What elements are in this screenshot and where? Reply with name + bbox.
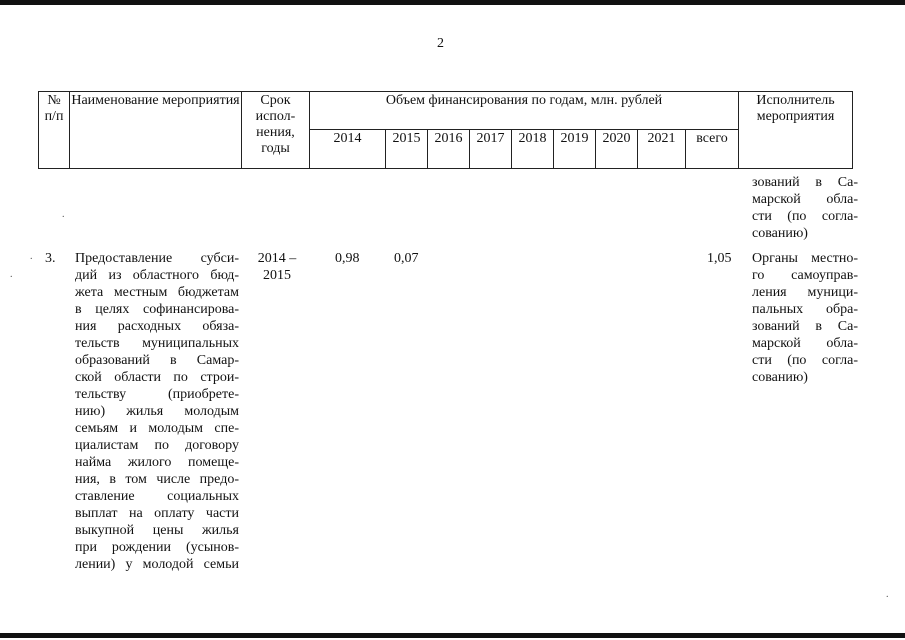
- text-line: тельству (приобрете-: [75, 387, 239, 402]
- text-line: 2014 –: [257, 251, 297, 266]
- value-2014: 0,98: [335, 251, 360, 266]
- text-line: семьям и молодым спе-: [75, 421, 239, 436]
- text-line: сованию): [752, 226, 808, 241]
- text-line: нию) жилья молодым: [75, 404, 239, 419]
- text-line: сти (по согла-: [752, 353, 858, 368]
- text-line: ния расходных обяза-: [75, 319, 239, 334]
- executor: [752, 250, 858, 386]
- header-table: [38, 91, 853, 169]
- text-line: 2015: [263, 268, 291, 283]
- header-total: всего: [686, 130, 739, 169]
- page-number: 2: [437, 36, 444, 51]
- text-line: Органы местно-: [752, 251, 858, 266]
- text-line: ской области по строи-: [75, 370, 239, 385]
- text-line: зований в Са-: [752, 319, 858, 334]
- text-line: выплат на оплату части: [75, 506, 239, 521]
- header-term: Срок испол-нения, годы: [242, 92, 310, 169]
- header-year: 2020: [596, 130, 638, 169]
- scan-speck: .: [10, 269, 13, 280]
- text-line: выкупной цены жилья: [75, 523, 239, 538]
- measure-name: [75, 250, 239, 573]
- text-line: ния, в том числе предо-: [75, 472, 239, 487]
- text-line: зований в Са-: [752, 175, 858, 190]
- header-year: 2016: [428, 130, 470, 169]
- text-line: в целях софинансирова-: [75, 302, 239, 317]
- text-line: циалистам по договору: [75, 438, 239, 453]
- header-executor: Исполнитель мероприятия: [739, 92, 853, 169]
- header-year: 2019: [554, 130, 596, 169]
- top-border-bar: [0, 0, 905, 5]
- text-line: ления муници-: [752, 285, 858, 300]
- header-num: № п/п: [39, 92, 70, 169]
- text-line: найма жилого помеще-: [75, 455, 239, 470]
- value-2015: 0,07: [394, 251, 419, 266]
- header-funding: Объем финансирования по годам, млн. рублей: [310, 92, 739, 130]
- text-line: сованию): [752, 370, 808, 385]
- row-number: 3.: [45, 251, 56, 266]
- text-line: лении) у молодой семьи: [75, 557, 239, 572]
- text-line: дий из областного бюд-: [75, 268, 239, 283]
- bottom-border-bar: [0, 633, 905, 638]
- header-year: 2014: [310, 130, 386, 169]
- text-line: го самоуправ-: [752, 268, 858, 283]
- scan-speck: .: [886, 589, 889, 600]
- header-year: 2018: [512, 130, 554, 169]
- text-line: марской обла-: [752, 192, 858, 207]
- text-line: ставление социальных: [75, 489, 239, 504]
- text-line: тельств муниципальных: [75, 336, 239, 351]
- scan-speck: .: [30, 251, 33, 262]
- text-line: жета местным бюджетам: [75, 285, 239, 300]
- header-name: Наименование мероприятия: [70, 92, 242, 169]
- text-line: Предоставление субси-: [75, 251, 239, 266]
- text-line: при рождении (усынов-: [75, 540, 239, 555]
- executor-continuation: [752, 174, 858, 242]
- scan-speck: .: [62, 209, 65, 220]
- header-year: 2017: [470, 130, 512, 169]
- text-line: образований в Самар-: [75, 353, 239, 368]
- term-years: [244, 250, 310, 284]
- text-line: марской обла-: [752, 336, 858, 351]
- text-line: пальных обра-: [752, 302, 858, 317]
- value-total: 1,05: [707, 251, 732, 266]
- text-line: сти (по согла-: [752, 209, 858, 224]
- header-year: 2021: [638, 130, 686, 169]
- header-year: 2015: [386, 130, 428, 169]
